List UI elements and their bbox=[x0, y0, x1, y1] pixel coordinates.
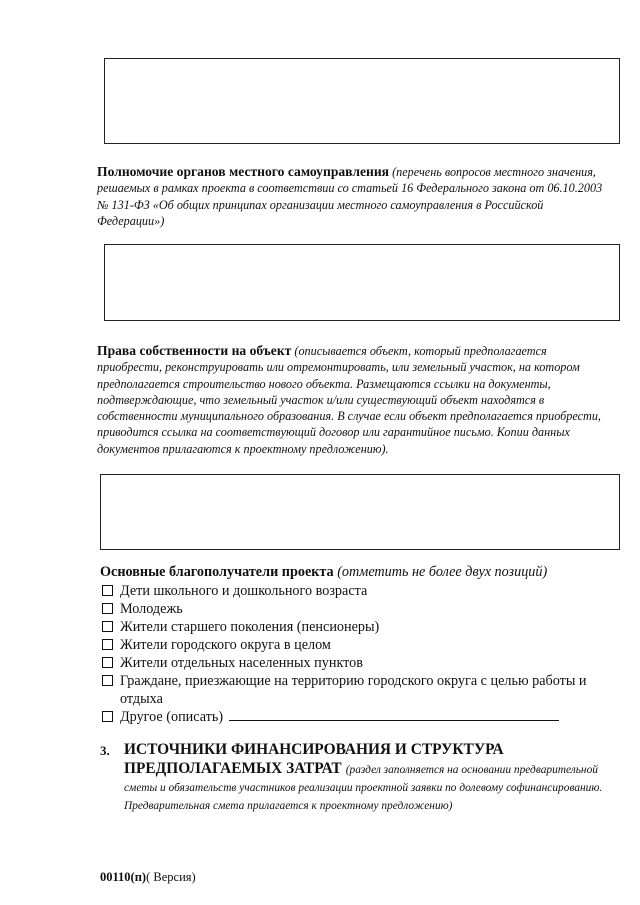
checkbox[interactable] bbox=[102, 585, 113, 596]
beneficiary-option[interactable] bbox=[100, 654, 620, 672]
authority-text-box[interactable] bbox=[104, 244, 620, 321]
beneficiary-option-other[interactable] bbox=[100, 708, 620, 726]
beneficiaries-block bbox=[100, 563, 620, 726]
ownership-heading: Права собственности на объект bbox=[97, 343, 292, 358]
option-label: Жители городского округа в целом bbox=[120, 637, 331, 653]
other-fill-line[interactable] bbox=[229, 708, 559, 721]
beneficiary-option[interactable] bbox=[100, 636, 620, 654]
option-label: Граждане, приезжающие на территорию городского округа с целью работы и отдыха bbox=[120, 673, 587, 707]
checkbox[interactable] bbox=[102, 657, 113, 668]
option-label: Жители старшего поколения (пенсионеры) bbox=[120, 619, 380, 635]
checkbox[interactable] bbox=[102, 675, 113, 686]
checkbox[interactable] bbox=[102, 603, 113, 614]
ownership-note: (описывается объект, который предполагается приобрести, реконструировать или отремонтировать, или земельный участок, на котором предполагается строительство нового объекта. Размещаются ссылки на документы, подтверждающие, что земельный участок и/или существующий объект находятся в собственности муниципального образования. В случае если объект предполагается приобрести, приводится ссылка на соответствующий договор или гарантийное письмо. Копии данных документов прилагаются к проектному предложению). bbox=[97, 344, 601, 456]
authority-heading: Полномочие органов местного самоуправления bbox=[97, 164, 390, 179]
authority-note: (перечень вопросов местного значения, решаемых в рамках проекта в соответствии со статьей 16 Федерального закона от 06.10.2003 № 131-ФЗ «Об общих принципах организации местного самоуправления в Российской Федерации») bbox=[97, 165, 603, 228]
option-label: Дети школьного и дошкольного возраста bbox=[120, 583, 368, 599]
beneficiaries-heading: Основные благополучатели проекта bbox=[100, 564, 334, 580]
section-note: (раздел заполняется на основании предварительной сметы и обязательств участников реализации проектной заявки по долевому софинансированию. Предварительная смета прилагается к проектному предложению) bbox=[124, 764, 603, 812]
beneficiary-option[interactable] bbox=[100, 582, 620, 600]
checkbox[interactable] bbox=[102, 639, 113, 650]
beneficiaries-note: (отметить не более двух позиций) bbox=[337, 564, 548, 580]
beneficiary-option[interactable] bbox=[100, 672, 620, 708]
authority-paragraph bbox=[97, 164, 607, 229]
option-label: Молодежь bbox=[120, 601, 183, 617]
option-label: Жители отдельных населенных пунктов bbox=[120, 655, 363, 671]
section-3 bbox=[100, 740, 620, 814]
beneficiary-option[interactable] bbox=[100, 618, 620, 636]
checkbox[interactable] bbox=[102, 621, 113, 632]
ownership-text-box[interactable] bbox=[100, 474, 620, 550]
beneficiary-option[interactable] bbox=[100, 600, 620, 618]
ownership-paragraph bbox=[97, 343, 607, 457]
checkbox[interactable] bbox=[102, 711, 113, 722]
footer bbox=[100, 870, 196, 885]
section-title: ИСТОЧНИКИ ФИНАНСИРОВАНИЯ И СТРУКТУРА ПРЕДПОЛАГАЕМЫХ ЗАТРАТ bbox=[124, 741, 504, 777]
text-box-top[interactable] bbox=[104, 58, 620, 144]
beneficiaries-title bbox=[100, 563, 620, 581]
option-label: Другое (описать) bbox=[120, 709, 224, 725]
form-code: 00110(п) bbox=[100, 870, 147, 884]
form-version: ( Версия) bbox=[146, 870, 196, 884]
section-number: 3. bbox=[100, 743, 110, 758]
